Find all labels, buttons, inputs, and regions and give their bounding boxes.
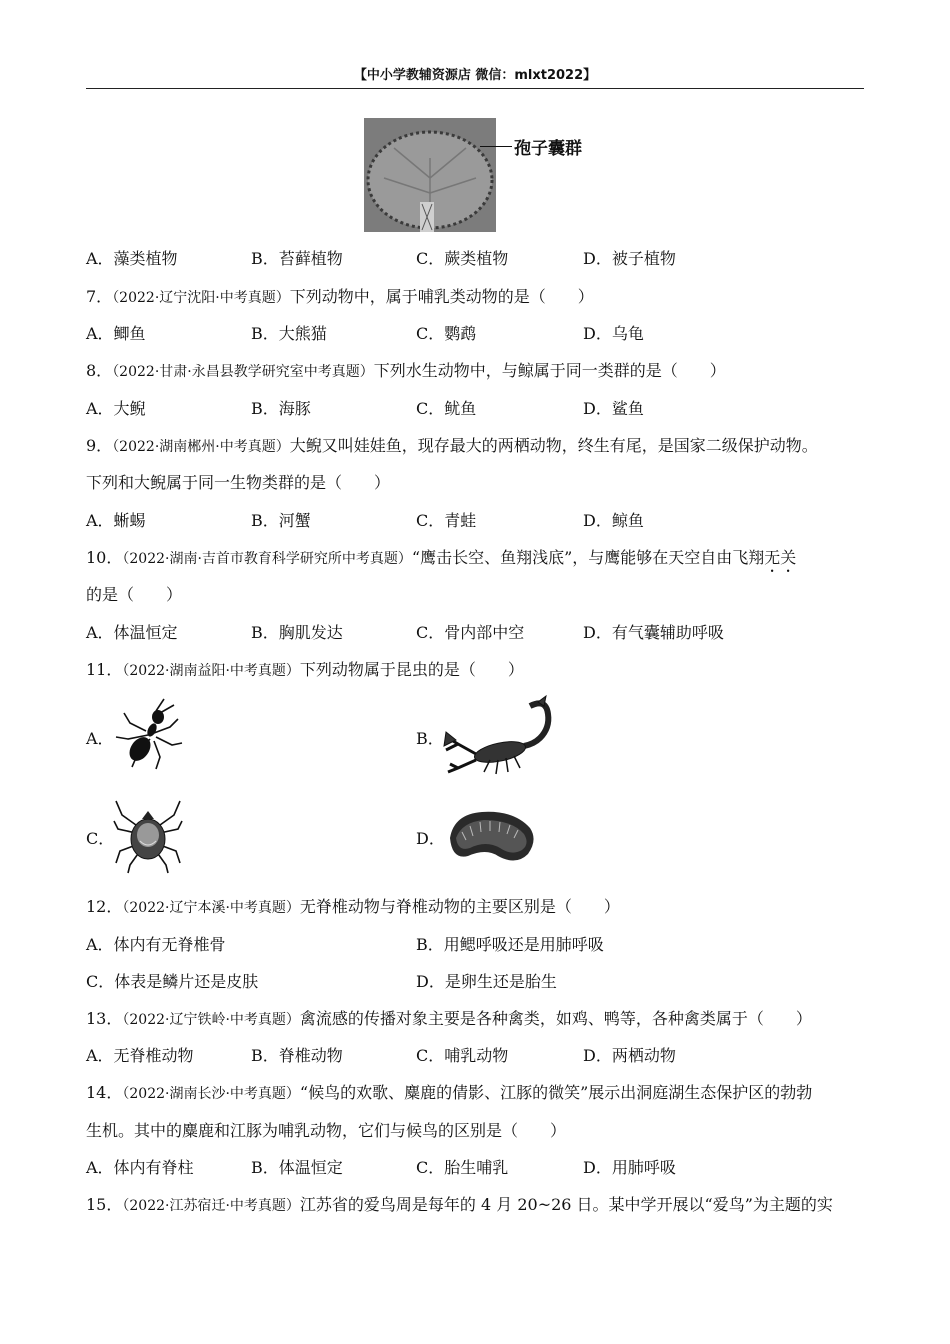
q11-option-c: C． — [86, 829, 115, 848]
q8-option-c: C．鱿鱼 — [416, 399, 477, 418]
q7-option-b: B．大熊猫 — [251, 324, 327, 343]
q14-source: （2022·湖南长沙·中考真题） — [122, 1086, 300, 1102]
q15-stem-line1 — [86, 1192, 833, 1215]
q7-text: 下列动物中，属于哺乳类动物的是（ ） — [289, 287, 594, 306]
tick-image — [112, 795, 184, 875]
q10-option-d: D．有气囊辅助呼吸 — [583, 623, 724, 642]
q10-stem-line2: 的是（ ） — [86, 585, 183, 604]
q13-text: 禽流感的传播对象主要是各种禽类，如鸡、鸭等，各种禽类属于（ ） — [299, 1009, 812, 1028]
q10-stem-line1 — [86, 545, 796, 576]
q11-stem — [86, 657, 524, 680]
q10-text-1: “鹰击长空、鱼翔浅底”，与鹰能够在天空自由飞翔 — [411, 548, 765, 567]
q12-number: 12． — [86, 897, 123, 916]
q13-option-d: D．两栖动物 — [583, 1046, 676, 1065]
q12-option-c: C．体表是鳞片还是皮肤 — [86, 972, 259, 991]
ant-image — [112, 697, 184, 773]
q7-option-d: D．乌龟 — [583, 324, 644, 343]
q11-option-d: D． — [416, 829, 445, 848]
label-pointer-line — [480, 146, 512, 147]
q7-option-a: A．鲫鱼 — [86, 324, 146, 343]
q11-text: 下列动物属于昆虫的是（ ） — [299, 660, 524, 679]
q13-source: （2022·辽宁铁岭·中考真题） — [122, 1012, 300, 1028]
q8-option-d: D．鲨鱼 — [583, 399, 644, 418]
q10-option-a: A．体温恒定 — [86, 623, 178, 642]
q9-option-b: B．河蟹 — [251, 511, 311, 530]
q10-number: 10． — [86, 548, 123, 567]
header-rule — [86, 88, 864, 89]
q14-option-d: D．用肺呼吸 — [583, 1158, 676, 1177]
q8-stem — [86, 358, 726, 381]
q13-option-c: C．哺乳动物 — [416, 1046, 509, 1065]
q7-option-c: C．鹦鹉 — [416, 324, 477, 343]
q8-option-a: A．大鲵 — [86, 399, 146, 418]
q6-option-d: D．被子植物 — [583, 249, 676, 268]
q13-option-a: A．无脊椎动物 — [86, 1046, 194, 1065]
q10-emphasis: 无关 — [764, 548, 797, 567]
q14-stem-line1 — [86, 1080, 812, 1103]
q12-option-b: B．用鳃呼吸还是用肺呼吸 — [416, 935, 604, 954]
q9-option-c: C．青蛙 — [416, 511, 477, 530]
centipede-image — [442, 798, 542, 870]
q15-source: （2022·江苏宿迁·中考真题） — [122, 1198, 300, 1214]
q6-option-a: A．藻类植物 — [86, 249, 178, 268]
q9-text-1: 大鲵又叫娃娃鱼，现存最大的两栖动物，终生有尾，是国家二级保护动物。 — [289, 436, 818, 455]
q14-option-a: A．体内有脊柱 — [86, 1158, 194, 1177]
q6-option-c: C．蕨类植物 — [416, 249, 509, 268]
q8-text: 下列水生动物中，与鲸属于同一类群的是（ ） — [373, 361, 726, 380]
q12-stem — [86, 894, 620, 917]
q11-number: 11． — [86, 660, 123, 679]
q15-text-1: 江苏省的爱鸟周是每年的 4 月 20~26 日。某中学开展以“爱鸟”为主题的实 — [299, 1195, 833, 1214]
q7-source: （2022·辽宁沈阳·中考真题） — [112, 290, 290, 306]
q8-source: （2022·甘肃·永昌县教学研究室中考真题） — [112, 364, 374, 380]
q9-option-d: D．鲸鱼 — [583, 511, 644, 530]
q8-number: 8． — [86, 361, 113, 380]
q9-option-a: A．蜥蜴 — [86, 511, 146, 530]
q11-source: （2022·湖南益阳·中考真题） — [122, 663, 300, 679]
q8-option-b: B．海豚 — [251, 399, 311, 418]
q12-option-d: D．是卵生还是胎生 — [416, 972, 557, 991]
q12-option-a: A．体内有无脊椎骨 — [86, 935, 226, 954]
q7-stem — [86, 284, 594, 307]
q11-option-a: A． — [86, 729, 114, 748]
q14-option-b: B．体温恒定 — [251, 1158, 343, 1177]
q7-number: 7． — [86, 287, 113, 306]
q14-stem-line2: 生机。其中的麋鹿和江豚为哺乳动物，它们与候鸟的区别是（ ） — [86, 1121, 567, 1140]
q9-stem-line1 — [86, 433, 818, 456]
q13-number: 13． — [86, 1009, 123, 1028]
q13-stem — [86, 1006, 812, 1029]
q11-option-b: B． — [416, 729, 444, 748]
q6-option-b: B．苔藓植物 — [251, 249, 343, 268]
q14-text-1: “候鸟的欢歌、麋鹿的倩影、江豚的微笑”展示出洞庭湖生态保护区的勃勃 — [299, 1083, 813, 1102]
q10-source: （2022·湖南·吉首市教育科学研究所中考真题） — [122, 551, 412, 567]
q10-option-c: C．骨内部中空 — [416, 623, 525, 642]
q12-source: （2022·辽宁本溪·中考真题） — [122, 900, 300, 916]
q12-text: 无脊椎动物与脊椎动物的主要区别是（ ） — [299, 897, 620, 916]
q10-option-b: B．胸肌发达 — [251, 623, 343, 642]
q13-option-b: B．脊椎动物 — [251, 1046, 343, 1065]
q14-number: 14． — [86, 1083, 123, 1102]
figure-label: 孢子囊群 — [514, 139, 582, 159]
q9-stem-line2: 下列和大鲵属于同一生物类群的是（ ） — [86, 473, 391, 492]
q15-number: 15． — [86, 1195, 123, 1214]
q9-number: 9． — [86, 436, 113, 455]
fern-leaf-image — [364, 118, 496, 232]
q9-source: （2022·湖南郴州·中考真题） — [112, 439, 290, 455]
q14-option-c: C．胎生哺乳 — [416, 1158, 509, 1177]
scorpion-image — [442, 694, 554, 776]
page-header: 【中小学教辅资源店 微信：mlxt2022】 — [353, 68, 597, 83]
